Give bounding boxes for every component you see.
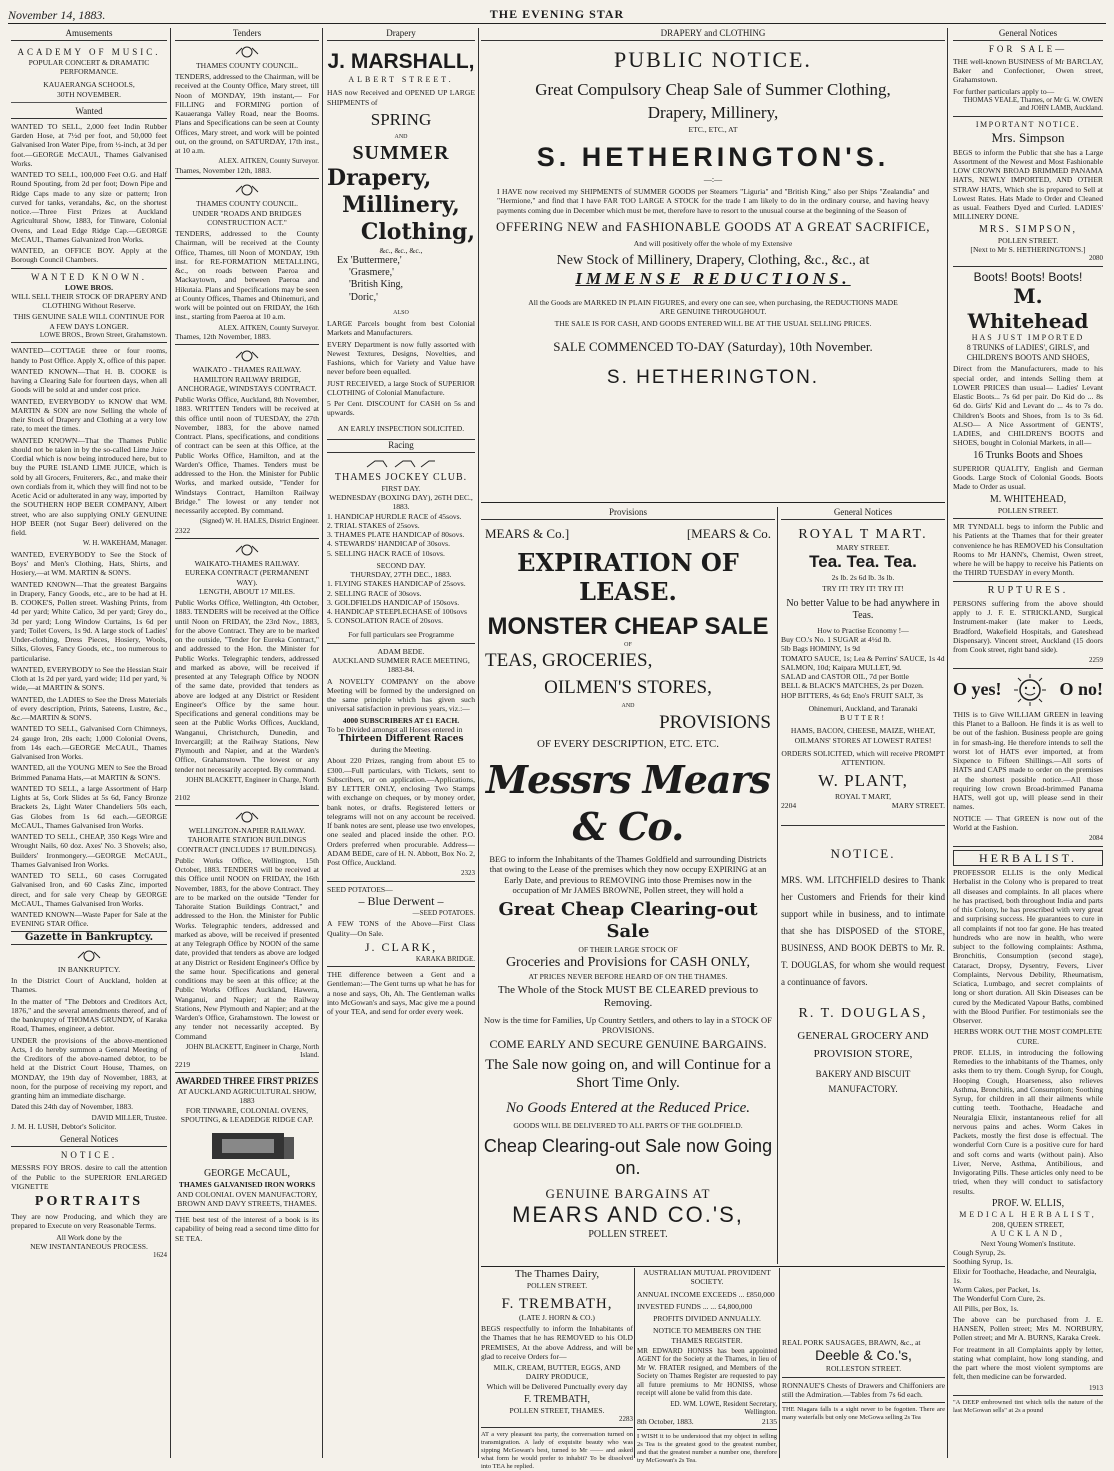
wanted-ad: WANTED, all the YOUNG MEN to See the Broad Brimmed Panama Hats,—at MARTIN & SON'S. bbox=[11, 763, 167, 782]
wanted-ad: WANTED, an OFFICE BOY. Apply at the Borough Council Chambers. bbox=[11, 246, 167, 265]
award-title: AWARDED THREE FIRST PRIZES bbox=[175, 1076, 319, 1087]
column-rule bbox=[947, 28, 948, 1458]
portraits-title: PORTRAITS bbox=[34, 1194, 144, 1210]
royal-t-mart-ad: General Notices ROYAL T MART. MARY STREET. Tea. Tea. Tea. 2s lb. 2s 6d lb. 3s lb. TRY IT! TRY IT! TRY IT! No better Value to be had anywhere in Teas. How to Practise Economy !— Buy CO.'s No. 1 SUGAR at 4½d lb. 5lb Bags HOMINY, 1s 9d TOMATO SAUCE, 1s; Lea & Perrins' SAUCE, 1s 4d SALMON, 10d; Kaipara MULLET, 9d. SALAD and CASTOR OIL, 7d per Bottle BELL & BLACK'S MATCHES, 2s per Dozen. HOP BITTERS, 4s 6d; Eno's FRUIT SALT, 3s Ohinemuri, Auckland, and Taranaki BUTTER! HAMS, BACON, CHEESE, MAIZE, WHEAT, OILMANS' STORES AT LOWEST RATES! ORDERS SOLICITED, which will receive PROMPT ATTENTION. W. PLANT, ROYAL T MART, 2204 MARY STREET. NOTICE. MRS. WM. LITCHFIELD desires to Thank her Customers and Friends for their kind support while in business, and to intimate that she has DISPOSED of the STORE, BUSINESS, AND BOOK DEBTS to Mr. R. T. DOUGLAS, for whom she would request a continuance of favors. R. T. DOUGLAS, GENERAL GROCERY AND PROVISION STORE, BAKERY AND BISCUIT MANUFACTORY. bbox=[781, 507, 945, 1094]
royal-crest-icon bbox=[234, 44, 260, 58]
column-general-notices: General Notices FOR SALE— THE well-known BUSINESS of Mr BARCLAY, Baker and Confectioner, Owen street, Grahamstown. For further particulars apply to— THOMAS VEALE, Thames, or Mr G. W. OWEN and JOHN LAMB, Auckland. IMPORTANT NOTICE. Mrs. Simpson BEGS to inform the Public that she has a Large Assortment of the Newest and Most Fashionable LOW CROWN BROAD BRIMMED PANAMA HATS, NEWLY IMPORTED, AND OTHER STRAW HATS, Which she is prepared to Sell at Lowest Rates. Hats Made to Order and Cleaned as usual. Feathers Dyed and Curled. LADIES' MILLINERY DONE. MRS. SIMPSON, POLLEN STREET. [Next to Mr S. HETHERINGTON'S.] 2080 Boots! Boots! Boots! M. Whitehead HAS JUST IMPORTED 8 TRUNKS of LADIES', GIRLS', and CHILDREN'S BOOTS AND SHOES, Direct from the Manufacturers, made to his special order, and intends Selling them at LOWER PRICES than usual— Ladies' Levant Elastic Boots... 7s 6d per pair. Do Kid do ... 8s 6d do. Girls' Kid and Levant do ... 4s to 7s do. Children's Boots and Shoes, from 1s to 3s 6d. ALSO— A Nice Assortment of GENTS', LADIES, and CHILDREN'S BOOTS and SHOES, bought in Colonial Markets, in all— 16 Trunks Boots and Shoes SUPERIOR QUALITY, English and German Goods. Large Stock of Colonial Goods. Boots Made to Order as usual. M. WHITEHEAD, POLLEN STREET. MR TYNDALL begs to inform the Public and his Patients at the Thames that for their greater convenience he has REMOVED his Consultation Rooms to Mr HANN's, Chemist, Owen street, where he will be happy to receive his Patients on the THIRD TUESDAY in every Month. RUPTURES. PERSONS suffering from the above should apply to J. F. E. STRICKLAND, Surgical Instrument-maker (late maker to Leeds, Bradford, Wakefield Hospitals, and Gateshead Dispensary). Vincent street, Auckland (15 doors from Cook street, right band side). 2259 O yes! O no! THIS is to Give WILLIAM GREEN in leaving this Planet to a Balloon. He finds it is as well to be out of the fashion. Business people are going in for smash-ing. He therefore intends to sell the worst lot of HATS ever imported, at from Sixpence to Fifteen Shillings.—All sorts of HATS and CAPS made to order on the premises at the shortest possible notice.—All those requiring low crown Broad-brimmed Panama HATS, well got up, will please send in their names. NOTICE — That GREEN is now out of the World at the Fashion. 2084 HERBALIST. PROFESSOR ELLIS is the only Medical Herbalist in the Colony who is prepared to treat all diseases and complaints. In all places where he has practised, both throughout India and parts of this Colony, he has prescribed with very great and surprising success. He guarantees to cure in all complaints if not too far gone. He has treated hundreds who are now in health, who were subject to the following complaints: Asthma, Bronchitis, Consumption (second stage), Cataract, Dropsy, Dysentry, Fevers, Liver Complaints, Nervous Debility, Rheumatism, Sciatica, Lumbago, and secret complaints of long or short duration. All Skin Diseases can be cured by the Medicated Vapour Baths, combined with the Blood Purifier. For testimonials see the Observer. HERBS WORK OUT THE MOST COMPLETE CURE. PROF. ELLIS, in introducing the following Remedies to the inhabitants of the Thames, only asks them to try them. Cough Syrup, for Cough, Hooping Cough, Hoarseness, also relieves Asthma, Bronchitis, and Consumption; Soothing Syrup, for children in all their ailments while cutting teeth. Toothache, Headache and Neuralgia Elixir, instantaneous relief for all nervous pains and aches. Worm Cakes in Packets, mostly the first dose is effectual. The wonderful Corn Cure is a positive cure for hard and soft corns and warts (without pain). Also Liver, Nerve, Asthma, Antibilious, and Invigorating Pills. These articles only need to be tried, when they will conduct to satisfactory results. PROF. W. ELLIS, MEDICAL HERBALIST, 208, QUEEN STREET, AUCKLAND, Next Young Women's Institute. Cough Syrup, 2s. Soothing Syrup, 1s. Elixir for Toothache, Headache, and Neuralgia, 1s. Worm Cakes, per Packet, 1s. The Wonderful Corn Cure, 2s. All Pills, per Box, 1s. The above can be purchased from J. E. HANSEN, Pollen street; Mrs M. NORBURY, Pollen street; and Mr A. BURNS, Karaka Creek. For treatment in all Complaints apply by letter, stating what complaint, how long standing, and the part where the most violent symptoms are felt, then medicine can be forwarded. 1913 "A DEEP embrowned tint which tells the nature of the last McGowan sells" at 2s a pound bbox=[953, 28, 1103, 1415]
thames-dairy-ad: The Thames Dairy, POLLEN STREET. F. TREMBATH, (LATE J. HORN & CO.) BEGS respectfully to inform the Inhabitants of the Thames that he has REMOVED to his OLD PREMISES, At the above Address, and will be glad to receive Orders for— MILK, CREAM, BUTTER, EGGS, AND DAIRY PRODUCE, Which will be Delivered Punctually every day F. TREMBATH, POLLEN STREET, THAMES. 2283 AT a very pleasant tea party, the conversation turned on transmigration. A lady of exquisite beauty who was sipping McGowan's best, turned to Mr —— and asked what form he would prefer to inhabit? To be dissolved into TEA he replied. bbox=[481, 1268, 633, 1470]
column-rule bbox=[478, 28, 479, 1458]
messrs-mears-script: Messrs Mears & Co. bbox=[486, 757, 770, 849]
bottom-row-separator bbox=[481, 1266, 945, 1267]
race-list-day2: 1. FLYING STAKES HANDICAP of 25sovs. 2. SELLING RACE of 30sovs. 3. GOLDFIELDS HANDICAP of 150sovs. 4. HANDICAP STEEPLECHASE of 100sovs 5. CONSOLATION RACE of 20sovs. bbox=[327, 579, 467, 626]
column-tenders: Tenders THAMES COUNTY COUNCIL. TENDERS, addressed to the Chairman, will be received at the County Office, Mary street, till Noon of MONDAY, 19th instant,— For FILLING and FORMING portion of Kauaeranga Valley Road, near the Booms. Plans and Specifications can be seen at County Offices, Mary street, and work will be pointed out, on the ground, on SATURDAY, 17th inst., at 10 a.m. ALEX. AITKEN, County Surveyor. Thames, November 12th, 1883. THAMES COUNTY COUNCIL. UNDER "ROADS AND BRIDGES CONSTRUCTION ACT." TENDERS, addressed to the County Chairman, will be received at the County Office, Thames, till Noon of MONDAY, 19th inst. for RE-FORMATION METALLING, &c., on roads between Paeroa and Mackaytown, and between Paeroa and Hikutaia. Plans and Specifications may be seen at County Offices, Thames and Ohinemuri, and work will be pointed out on FRIDAY, the 16th inst., starting from Paeroa at 10 a.m. ALEX. AITKEN, County Surveyor. Thames, 12th November, 1883. WAIKATO - THAMES RAILWAY. HAMILTON RAILWAY BRIDGE, ANCHORAGE, WINDSTAYS CONTRACT. Public Works Office, Auckland, 8th November, 1883. WRITTEN Tenders will be received at this office until noon of TUESDAY, the 27th November, 1883, for the above named Contract. Plans, specifications, and conditions of contract can be seen at this Office, at the Public Works Office, Hamilton, and at the Warden's Office, Thames. Tenders must be addressed to the Hon. the Minister for Public Works, and marked outside, "Tender for Windstays Contract, Hamilton Railway Bridge." The lowest or any tender not necessarily accepted. By command. (Signed) W. H. HALES, District Engineer. 2322 WAIKATO-THAMES RAILWAY. EUREKA CONTRACT (PERMANENT WAY). LENGTH, ABOUT 17 MILES. Public Works Office, Wellington, 4th October, 1883. TENDERS will be received at the Office until Noon on FRIDAY, the 23rd Nov., 1883, for the above Contract. They are to be marked on the outside, "Tender for Eureka Contract," and addressed to the Hon. the Minister for Public Works. Telegraphic tenders, addressed and marked as above, will be received if presented at any Telegraph Office by NOON of the same date, provided that tenders as above are lodged at any District or Resident Engineer's Office by the same hour. Specifications and general conditions may be seen at the Public Works Offices, Auckland, Wanganui, Christchurch, Dunedin, and Invercargill; at the Railway Stations, New Plymouth and Napier, and at the Warden's Office, Grahamstown. The lowest or any tender not necessarily accepted. By command. JOHN BLACKETT, Engineer in Charge, North Island. 2102 WELLINGTON-NAPIER RAILWAY. TAHORAITE STATION BUILDINGS CONTRACT (INCLUDES 17 BUILDINGS). Public Works Office, Wellington, 15th October, 1883. TENDERS will be received at this Office until NOON on FRIDAY, the 16th November, 1883, for the above Contract. They are to be marked on the outside "Tender for Tahoraite Station Buildings Contract," and addressed to the Hon. the Minister for Public Works. Telegraphic tenders, addressed and marked as above, will be received if presented at any Telegraph Office by NOON of the same date, provided that tenders as above are lodged at any District or Resident Engineer's Office by the same hour. Specifications and general conditions may be seen at this office; at the Public Works Offices Auckland, Hawera, Wanganui, and Napier; at the Railway Stations, New Plymouth and Napier; and at the Warden's Office, Grahamstown. The lowest or any tender not necessarily accepted. By Command JOHN BLACKETT, Engineer in Charge, North Island. 2219 AWARDED THREE FIRST PRIZES AT AUCKLAND AGRICULTURAL SHOW, 1883 FOR TINWARE, COLONIAL OVENS, SPOUTING, & LEADEDGE RIDGE CAP. GEORGE McCAUL, THAMES GALVANISED IRON WORKS AND COLONIAL OVEN MANUFACTORY, BROWN AND DAVY STREETS, THAMES. THE best test of the interest of a book is its capability of being read a second time ditto for SE TEA. bbox=[175, 28, 319, 1243]
deeble-ad: REAL PORK SAUSAGES, BRAWN, &c., at Deeble & Co.'s, ROLLESTON STREET. RONNAUE'S Chests of Drawers and Chiffoniers are still the Admiration.—Tables from 7s 6d each. THE Niagara falls is a sight never to be fogotten. There are many waterfalls but only one McGowa selling 2s Tea bbox=[782, 1338, 945, 1421]
gazette-heading: Gazette in Bankruptcy. bbox=[11, 931, 167, 945]
section-heading-provisions: Provisions bbox=[481, 507, 775, 520]
wanted-ad: WANTED KNOWN—That the Thames Public should not be taken in by the so-called Lime Juice Cordial which is now being introduced here, but to buy the PURE ISLAND LIME JUICE, which is sold by all Grocers, Fruiterers, &c., and make their own cordials from it, which they will find not to be Acetic Acid or adulterated in any way, imported by the SOUTHERN HOP BEER COMPANY, Albert street, who are also supplying ONLY GENUINE HOP BEER (not Sugar Beer) delivered on the field. bbox=[11, 435, 167, 538]
section-heading-drapery-clothing: DRAPERY and CLOTHING bbox=[481, 28, 945, 41]
royal-crest-icon bbox=[76, 948, 102, 962]
sun-face-icon bbox=[1012, 672, 1048, 708]
wanted-ad: WANTED KNOWN—That the greatest Bargains in Drapery, Fancy Goods, etc., are to be had at H. B. COOKE'S, Pollen street. Washing Prints, from 4d per yard; White Calico, 3d per yard; Grey do., 3d per yard; Long Window Curtains, 1s 6d per yard; Toilet Covers, 1s 9d. A large stock of Ladies' Under-clothing, Dress Pieces, Hosiery, Wools, Silks, Gloves, Fancy Goods, etc., too numerous to particularise. bbox=[11, 579, 167, 663]
marshall-title: J. MARSHALL, bbox=[327, 49, 475, 73]
wanted-ad: WANTED KNOWN—That H. B. COOKE is having a Clearing Sale for fourteen days, when all Goods will be sold at and under cost price. bbox=[11, 366, 167, 395]
wanted-ad: WANTED TO SELL, Galvanised Corn Chimneys, 24 gauge Iron, 20s each; 1,000 Colonial Ovens, from 14s each.—GEORGE McCAUL, Thames Galvanised Iron Works. bbox=[11, 724, 167, 762]
royal-crest-icon bbox=[234, 542, 260, 556]
royal-crest-icon bbox=[234, 348, 260, 362]
remedy-price-list: Cough Syrup, 2s. Soothing Syrup, 1s. Elixir for Toothache, Headache, and Neuralgia, 1s. Worm Cakes, per Packet, 1s. The Wonderful Corn Cure, 2s. All Pills, per Box, 1s. bbox=[953, 1248, 1097, 1313]
mears-provisions-ad: Provisions MEARS & Co.] [MEARS & Co. EXPIRATION OF LEASE. MONSTER CHEAP SALE OF TEAS, GROCERIES, OILMEN'S STORES, AND PROVISIONS OF EVERY DESCRIPTION, ETC. ETC. Messrs Mears & Co. BEG to inform the Inhabitants of the Thames Goldfield and surrounding Districts that owing to the Lease of the premises which they now occupy EXPIRING at an Early Date, and previous to REMOVING into those Premises now in the occupation of Mr JAMES BROWNE, Pollen street, they will hold a Great Cheap Clearing-out Sale OF THEIR LARGE STOCK OF Groceries and Provisions for CASH ONLY, AT PRICES NEVER BEFORE HEARD OF ON THE THAMES. The Whole of the Stock MUST BE CLEARED previous to Removing. Now is the time for Families, Up Country Settlers, and others to lay in a STOCK OF PROVISIONS. COME EARLY AND SECURE GENUINE BARGAINS. The Sale now going on, and will Continue for a Short Time Only. No Goods Entered at the Reduced Price. GOODS WILL BE DELIVERED TO ALL PARTS OF THE GOLDFIELD. Cheap Clearing-out Sale now Going on. GENUINE BARGAINS AT MEARS AND CO.'S, POLLEN STREET. bbox=[481, 507, 775, 1264]
horse-race-icon bbox=[361, 456, 441, 470]
wanted-ad: WANTED—COTTAGE three or four rooms, handy to Post Office. Apply X, office of this paper. bbox=[11, 346, 167, 365]
wanted-ad: WANTED TO SELL, a large Assortment of Harp Lights at 5s, Cork Slides at 5s 6d, Fancy Bronze Brackets 2s, Light Water Chandeliers 50s each, Gas Globes from 1s 6d each.—GEORGE McCAUL, Thames Galvanised Iron Works. bbox=[11, 783, 167, 830]
race-list-day1: 1. HANDICAP HURDLE RACE of 45sovs. 2. TRIAL STAKES of 25sovs. 3. THAMES PLATE HANDICAP of 80sovs. 4. STEWARDS' HANDICAP of 30sovs. 5. SELLING HACK RACE of 10sovs. bbox=[327, 511, 465, 558]
wanted-ad: WANTED, EVERYBODY to See the Hessian Stair Cloth at 1s 2d per yard, yard wide; 11d per yard, ¾ wide,—at MARTIN & SON'S. bbox=[11, 664, 168, 693]
wanted-ad: WANTED TO SELL, CHEAP, 350 Kegs Wire and Wrought Nails, 60 doz. Axes' No. 3 Shovels; also, Builders' Ironmongery.—GEORGE McCAUL, Thames Galvanised Iron Works. bbox=[11, 832, 167, 869]
column-rule bbox=[779, 1268, 780, 1458]
section-heading-tenders: Tenders bbox=[175, 28, 319, 41]
wanted-ad: WANTED, the LADIES to See the Dress Materials of every description, Prints, Sateens, Lustre, &c., &c.—MARTIN & SON'S. bbox=[11, 694, 167, 723]
column-rule bbox=[322, 28, 323, 1458]
section-heading-amusements: Amusements bbox=[11, 28, 167, 41]
amp-society-ad: AUSTRALIAN MUTUAL PROVIDENT SOCIETY. ANNUAL INCOME EXCEEDS ... £850,000 INVESTED FUNDS ... ... £4,800,000 PROFITS DIVIDED ANNUALLY. NOTICE TO MEMBERS ON THE THAMES REGISTER. MR EDWARD HONISS has been appointed AGENT for the Society at the Thames, in lieu of Mr W. FRATER resigned, and Members of the Society on Thames Register are requested to pay all future premiums to Mr HONISS, whose receipt will alone be valid from this date. ED. WM. LOWE, Resident Secretary, Wellington. 8th October, 1883. 2135 I WISH it to be understood that my object in selling 2s Tea is the greatest good to the greatest number, and that the greatest number a number one, therefore try McGowan's 2s Tea. bbox=[637, 1268, 777, 1465]
wanted-ad: WANTED TO SELL, 60 cases Corrugated Galvanised Iron, and 60 Casks Zinc, imported direct, and for sale very Cheap by GEORGE McCAUL, Thames Galvanised Iron Works. bbox=[11, 871, 167, 908]
wanted-ad: WANTED KNOWN—Waste Paper for Sale at the EVENING STAR Office. bbox=[11, 910, 167, 929]
column-rule bbox=[777, 507, 778, 1264]
section-heading-racing: Racing bbox=[327, 439, 475, 453]
wanted-ad: WANTED, EVERYBODY to KNOW that WM. MARTIN & SON are now Selling the whole of their Stock of Drapery and Clothing at a very low rate, to meet the times. bbox=[11, 396, 167, 434]
section-heading-drapery: Drapery bbox=[327, 28, 475, 41]
immense-reductions: IMMENSE REDUCTIONS. bbox=[575, 269, 851, 289]
wanted-ad: WANTED TO SELL, 100,000 Feet O.G. and Half Round Spouting, from 2d per foot; Down Pipe and Ridge Caps made to any size or pattern; Iron curved for tanks, verandahs, &c, on the shortest notice.—Three First Prizes at Auckland Agricultural Show, 1883, for Tinware, Colonial Ovens, and Lead Edge Ridge Cap.—GEORGE McCAUL, Thames Galvanized Iron Works. bbox=[11, 170, 167, 244]
section-heading-general-notices: General Notices bbox=[953, 28, 1103, 41]
wanted-ad: WANTED TO SELL, 2,000 feet Indin Rubber Garden Hose, at 7½d per foot, and 50,000 feet Galvanised Iron Water Pipe, from ½-inch, at 3d per foot.—GEORGE McCAUL, Thames Galvanised Works. bbox=[11, 121, 167, 168]
masthead bbox=[8, 6, 1106, 24]
wanted-ad: WANTED, EVERYBODY to See the Stock of Boys' and Men's Clothing, Hats, Shirts, and Hosiery,—at WM. MARTIN & SON'S. bbox=[11, 549, 167, 578]
section-heading-wanted: Wanted bbox=[11, 106, 167, 119]
royal-crest-icon bbox=[234, 182, 260, 196]
hetherington-public-notice: DRAPERY and CLOTHING PUBLIC NOTICE. Great Compulsory Cheap Sale of Summer Clothing, Drapery, Millinery, ETC., ETC., AT S. HETHERINGTON'S. —:— I HAVE now received my SHIPMENTS of SUMMER GOODS per Steamers "Liguria" and "British King," also per Ships "Zealandia" and "Hermione," and find that I have FAR TOO LARGE A STOCK for the trade I am likely to do in the ordinary course, and having heavy payments coming due in December which must be met, therefore have to resort to the unusual course at the beginning of the Season of OFFERING NEW and FASHIONABLE GOODS AT A GREAT SACRIFICE, And will positively offer the whole of my Extensive New Stock of Millinery, Drapery, Clothing, &c., &c., at IMMENSE REDUCTIONS. All the Goods are MARKED IN PLAIN FIGURES, and every one can see, when purchasing, the REDUCTIONS MADE ARE GENUINE THROUGHOUT. THE SALE IS FOR CASH, AND GOODS ENTERED WILL BE AT THE USUAL SELLING PRICES. SALE COMMENCED TO-DAY (Saturday), 10th November. S. HETHERINGTON. bbox=[481, 28, 945, 503]
royal-crest-icon bbox=[234, 809, 260, 823]
paper-title: THE EVENING STAR bbox=[489, 7, 625, 21]
section-heading-general-notices: General Notices bbox=[781, 507, 945, 520]
price-list: Buy CO.'s No. 1 SUGAR at 4½d lb. 5lb Bags HOMINY, 1s 9d TOMATO SAUCE, 1s; Lea & Perrins' SAUCE, 1s 4d SALMON, 10d; Kaipara MULLET, 9d. SALAD and CASTOR OIL, 7d per Bottle BELL & BLACK'S MATCHES, 2s per Dozen. HOP BITTERS, 4s 6d; Eno's FRUIT SALT, 3s bbox=[781, 635, 945, 700]
column-rule bbox=[634, 1268, 635, 1458]
academy-ad: ACADEMY OF MUSIC. POPULAR CONCERT & DRAMATIC PERFORMANCE. KAUAERANGA SCHOOLS, 30TH NOVEMBER. bbox=[11, 44, 167, 103]
column-amusements-wanted: Amusements ACADEMY OF MUSIC. POPULAR CONCERT & DRAMATIC PERFORMANCE. KAUAERANGA SCHOOLS, 30TH NOVEMBER. Wanted WANTED TO SELL, 2,000 feet Indin Rubber Garden Hose, at 7½d per foot, and 50,000 feet Galvanised Iron Water Pipe, from ½-inch, at 3d per foot.—GEORGE McCAUL, Thames Galvanised Works. WANTED TO SELL, 100,000 Feet O.G. and Half Round Spouting, from 2d per foot; Down Pipe and Ridge Caps made to any size or pattern; Iron curved for tanks, verandahs, &c, on the shortest notice.—Three First Prizes at Auckland Agricultural Show, 1883, for Tinware, Colonial Ovens, and Lead Edge Ridge Cap.—GEORGE McCAUL, Thames Galvanized Iron Works. WANTED, an OFFICE BOY. Apply at the Borough Council Chambers. WANTED KNOWN. LOWE BROS. WILL SELL THEIR STOCK OF DRAPERY AND CLOTHING Without Reserve. THIS GENUINE SALE WILL CONTINUE FOR A FEW DAYS LONGER. LOWE BROS., Brown Street, Grahamstown. WANTED—COTTAGE three or four rooms, handy to Post Office. Apply X, office of this paper. WANTED KNOWN—That H. B. COOKE is having a Clearing Sale for fourteen days, when all Goods will be sold at and under cost price. WANTED, EVERYBODY to KNOW that WM. MARTIN & SON are now Selling the whole of their Stock of Drapery and Clothing at a very low rate, to meet the times. WANTED KNOWN—That the Thames Public should not be taken in by the so-called Lime Juice Cordial which is now being introduced here, but to buy the PURE ISLAND LIME JUICE, which is sold by all Grocers, Fruiterers, &c., and make their own cordials from it, which they will find not to be Acetic Acid or adulterated in any way, imported by the SOUTHERN HOP BEER COMPANY, Albert street, who are also supplying ONLY GENUINE HOP BEER (not Sugar Beer) delivered on the field. W. H. WAKEHAM, Manager. WANTED, EVERYBODY to See the Stock of Boys' and Men's Clothing, Hats, Shirts, and Hosiery,—at WM. MARTIN & SON'S. WANTED KNOWN—That the greatest Bargains in Drapery, Fancy Goods, etc., are to be had at H. B. COOKE'S, Pollen street. Washing Prints, from 4d per yard; White Calico, 3d per yard; Grey do., 3d per yard; Long Window Curtains, 1s 6d per yard; Toilet Covers, 1s 9d. A large stock of Ladies' Under-clothing, Dress Pieces, Hosiery, Wools, Silks, Gloves, Fancy Goods, etc., too numerous to particularise. WANTED, EVERYBODY to See the Hessian Stair Cloth at 1s 2d per yard, yard wide; 11d per yard, ¾ wide,—at MARTIN & SON'S. WANTED, the LADIES to See the Dress Materials of every description, Prints, Sateens, Lustre, &c., &c.—MARTIN & SON'S. WANTED TO SELL, Galvanised Corn Chimneys, 24 gauge Iron, 20s each; 1,000 Colonial Ovens, from 14s each.—GEORGE McCAUL, Thames Galvanised Iron Works. WANTED, all the YOUNG MEN to See the Broad Brimmed Panama Hats,—at MARTIN & SON'S. WANTED TO SELL, a large Assortment of Harp Lights at 5s, Cork Slides at 5s 6d, Fancy Bronze Brackets 2s, Light Water Chandeliers 50s each, Gas Globes from 1s 6d each.—GEORGE McCAUL, Thames Galvanised Iron Works. WANTED TO SELL, CHEAP, 350 Kegs Wire and Wrought Nails, 60 doz. Axes' No. 3 Shovels; also, Builders' Ironmongery.—GEORGE McCAUL, Thames Galvanised Iron Works. WANTED TO SELL, 60 cases Corrugated Galvanised Iron, and 60 Casks Zinc, imported direct, and for sale very Cheap by GEORGE McCAUL, Thames Galvanised Iron Works. WANTED KNOWN—Waste Paper for Sale at the EVENING STAR Office. Gazette in Bankruptcy. IN BANKRUPTCY. In the District Court of Auckland, holden at Thames. In the matter of "The Debtors and Creditors Act, 1876," and the several amendments thereof, and of the bankruptcy of THOMAS GRUNDY, of Karaka Road, Thames, engineer, a debtor. UNDER the provisions of the above-mentioned Acts, I do hereby summon a General Meeting of the Creditors of the above-named debtor, to be held at the District Court House, Thames, on MONDAY, the 19th day of November, 1883, at noon, for the purpose of receiving my report, and granting him an immediate discharge. Dated this 24th day of November, 1883. DAVID MILLER, Trustee. J. M. H. LUSH, Debtor's Solicitor. General Notices NOTICE. MESSRS FOY BROS. desire to call the attention of the Public to the SUPERIOR ENLARGED VIGNETTE PORTRAITS They are now Producing, and which they are prepared to Execute on very Reasonable Terms. All Work done by the NEW INSTANTANEOUS PROCESS. 1624 bbox=[11, 28, 168, 1260]
issue-date: November 14, 1883. bbox=[8, 8, 106, 22]
column-rule bbox=[170, 28, 171, 1458]
section-heading-general-notices: General Notices bbox=[11, 1134, 167, 1147]
wanted-known-title: WANTED KNOWN. bbox=[31, 271, 147, 282]
colonial-oven-illustration bbox=[192, 1127, 302, 1165]
column-drapery-racing: Drapery J. MARSHALL, ALBERT STREET. HAS now Received and OPENED UP LARGE SHIPMENTS of SPRING AND SUMMER Drapery, Millinery, Clothing, &c., &c., &c., Ex 'Buttermere,' 'Grasmere,' 'British King, 'Doric,' ALSO LARGE Parcels bought from best Colonial Markets and Manufacturers. EVERY Department is now fully assorted with Newest Textures, Designs, Novelties, and Fashions, which for Variety and Value have never before been equalled. JUST RECEIVED, a large Stock of SUPERIOR CLOTHING of Colonial Manufacture. 5 Per Cent. DISCOUNT for CASH on 5s and upwards. AN EARLY INSPECTION SOLICITED. Racing THAMES JOCKEY CLUB. FIRST DAY. WEDNESDAY (BOXING DAY), 26TH DEC., 1883. 1. HANDICAP HURDLE RACE of 45sovs. 2. TRIAL STAKES of 25sovs. 3. THAMES PLATE HANDICAP of 80sovs. 4. STEWARDS' HANDICAP of 30sovs. 5. SELLING HACK RACE of 10sovs. SECOND DAY. THURSDAY, 27TH DEC., 1883. 1. FLYING STAKES HANDICAP of 25sovs. 2. SELLING RACE of 30sovs. 3. GOLDFIELDS HANDICAP of 150sovs. 4. HANDICAP STEEPLECHASE of 100sovs 5. CONSOLATION RACE of 20sovs. For full particulars see Programme ADAM BEDE. AUCKLAND SUMMER RACE MEETING, 1883-84. A NOVELTY COMPANY on the above Meeting will be formed by the undersigned on the same principle which has given such universal satisfaction in previous years, viz.:— 4000 SUBSCRIBERS AT £1 EACH. To be Divided amongst all Horses entered in Thirteen Different Races during the Meeting. About 220 Prizes, ranging from about £5 to £300.—Full particulars, with Tickets, sent to Subscribers, or on application.—Applications, BY LETTER ONLY, enclosing Two Stamps with exchange on cheques, or by money order, bank notes, or drafts. Registered letters or telegrams will not on any account be received. If bank notes are sent, please use two envelopes, one sealed and placed inside the other. P.O. Orders preferred when procurable. Address—ADAM BEDE, care of H. N. Abbott, Box No. 2, Post Office, Auckland. 2323 SEED POTATOES— – Blue Derwent – —SEED POTATOES. A FEW TONS of the Above—First Class Quality—On Sale. J. CLARK, KARAKA BRIDGE. THE difference between a Gent and a Gentleman:—The Gent turns up what he has for a nose and says, Oh, Ah. The Gentleman walks into McGowan's and says, Mac give me a pound of your TEA, and send for order every week. bbox=[327, 28, 475, 1017]
